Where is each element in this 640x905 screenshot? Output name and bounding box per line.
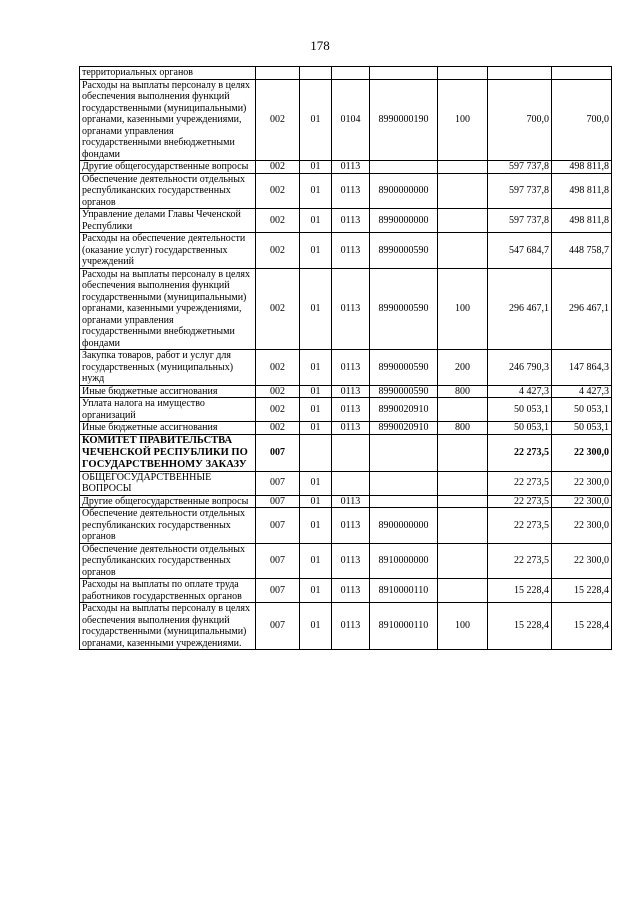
cell-ved: 002 (256, 398, 300, 422)
table-row (80, 603, 612, 650)
cell-ved: 007 (256, 471, 300, 495)
cell-vr: 100 (438, 79, 488, 161)
cell-csr: 8990020910 (370, 422, 438, 435)
cell-pr: 0113 (332, 422, 370, 435)
table-row (80, 579, 612, 603)
cell-rz: 01 (300, 603, 332, 650)
table-row (80, 495, 612, 508)
cell-csr (370, 67, 438, 80)
cell-pr: 0113 (332, 350, 370, 386)
cell-csr (370, 161, 438, 174)
cell-rz: 01 (300, 495, 332, 508)
cell-pr: 0113 (332, 579, 370, 603)
cell-rz: 01 (300, 79, 332, 161)
cell-csr (370, 495, 438, 508)
cell-pr: 0113 (332, 603, 370, 650)
table-row (80, 233, 612, 269)
cell-sum-1: 50 053,1 (488, 398, 552, 422)
cell-pr: 0113 (332, 209, 370, 233)
cell-name: Расходы на выплаты персоналу в целях обеспечения выполнения функций государственными (муниципальными) органами, казенными учреждениями. (80, 603, 256, 650)
cell-sum-1: 15 228,4 (488, 579, 552, 603)
cell-rz: 01 (300, 422, 332, 435)
cell-sum-2: 147 864,3 (552, 350, 612, 386)
cell-sum-2: 22 300,0 (552, 508, 612, 544)
cell-rz: 01 (300, 173, 332, 209)
cell-sum-2: 22 300,0 (552, 495, 612, 508)
table-row (80, 434, 612, 471)
cell-name: территориальных органов (80, 67, 256, 80)
cell-ved: 007 (256, 495, 300, 508)
table-row (80, 385, 612, 398)
cell-pr (332, 434, 370, 471)
cell-pr: 0113 (332, 385, 370, 398)
cell-vr: 800 (438, 422, 488, 435)
cell-sum-2: 15 228,4 (552, 579, 612, 603)
cell-sum-1: 22 273,5 (488, 471, 552, 495)
cell-ved: 002 (256, 79, 300, 161)
cell-vr: 800 (438, 385, 488, 398)
cell-sum-2: 700,0 (552, 79, 612, 161)
cell-rz: 01 (300, 508, 332, 544)
cell-pr: 0113 (332, 508, 370, 544)
cell-sum-1: 50 053,1 (488, 422, 552, 435)
table-row (80, 173, 612, 209)
cell-name: ОБЩЕГОСУДАРСТВЕННЫЕ ВОПРОСЫ (80, 471, 256, 495)
cell-sum-1: 15 228,4 (488, 603, 552, 650)
table-row (80, 508, 612, 544)
cell-vr (438, 471, 488, 495)
cell-name: Иные бюджетные ассигнования (80, 422, 256, 435)
cell-sum-2: 15 228,4 (552, 603, 612, 650)
cell-sum-1: 22 273,5 (488, 508, 552, 544)
cell-sum-1: 547 684,7 (488, 233, 552, 269)
cell-csr: 8990000000 (370, 209, 438, 233)
cell-name: Другие общегосударственные вопросы (80, 495, 256, 508)
cell-ved: 002 (256, 209, 300, 233)
cell-ved: 007 (256, 579, 300, 603)
cell-pr: 0113 (332, 161, 370, 174)
cell-csr: 8990000590 (370, 268, 438, 350)
cell-ved: 002 (256, 268, 300, 350)
cell-rz (300, 67, 332, 80)
cell-pr: 0113 (332, 173, 370, 209)
cell-vr (438, 161, 488, 174)
cell-pr: 0113 (332, 398, 370, 422)
cell-csr: 8900000000 (370, 173, 438, 209)
cell-ved: 002 (256, 422, 300, 435)
cell-vr (438, 495, 488, 508)
cell-vr (438, 173, 488, 209)
cell-sum-1: 4 427,3 (488, 385, 552, 398)
cell-ved: 007 (256, 434, 300, 471)
cell-ved: 002 (256, 350, 300, 386)
table-row (80, 471, 612, 495)
cell-sum-1: 22 273,5 (488, 495, 552, 508)
cell-rz (300, 434, 332, 471)
cell-vr (438, 434, 488, 471)
cell-sum-1 (488, 67, 552, 80)
cell-pr: 0104 (332, 79, 370, 161)
cell-name: Иные бюджетные ассигнования (80, 385, 256, 398)
cell-csr: 8990000590 (370, 233, 438, 269)
cell-rz: 01 (300, 350, 332, 386)
cell-rz: 01 (300, 161, 332, 174)
cell-ved: 007 (256, 508, 300, 544)
table-row (80, 67, 612, 80)
cell-csr (370, 434, 438, 471)
table-row (80, 398, 612, 422)
cell-rz: 01 (300, 209, 332, 233)
cell-pr (332, 471, 370, 495)
cell-vr: 100 (438, 268, 488, 350)
cell-name: Обеспечение деятельности отдельных республиканских государственных органов (80, 173, 256, 209)
cell-ved: 007 (256, 543, 300, 579)
cell-vr (438, 508, 488, 544)
cell-sum-2: 498 811,8 (552, 161, 612, 174)
cell-sum-1: 597 737,8 (488, 173, 552, 209)
cell-vr: 100 (438, 603, 488, 650)
cell-sum-1: 296 467,1 (488, 268, 552, 350)
cell-pr: 0113 (332, 495, 370, 508)
cell-csr: 8990020910 (370, 398, 438, 422)
cell-ved: 002 (256, 161, 300, 174)
cell-sum-2: 4 427,3 (552, 385, 612, 398)
cell-csr: 8990000590 (370, 350, 438, 386)
cell-csr: 8910000000 (370, 543, 438, 579)
cell-sum-2: 498 811,8 (552, 173, 612, 209)
cell-name: Управление делами Главы Чеченской Республики (80, 209, 256, 233)
cell-vr (438, 67, 488, 80)
cell-vr (438, 579, 488, 603)
cell-vr (438, 398, 488, 422)
cell-ved: 002 (256, 233, 300, 269)
page-number: 178 (310, 38, 330, 53)
cell-vr (438, 209, 488, 233)
cell-rz: 01 (300, 543, 332, 579)
cell-rz: 01 (300, 398, 332, 422)
cell-sum-2: 50 053,1 (552, 398, 612, 422)
cell-sum-1: 22 273,5 (488, 434, 552, 471)
cell-csr: 8900000000 (370, 508, 438, 544)
cell-sum-2: 22 300,0 (552, 543, 612, 579)
cell-sum-2: 50 053,1 (552, 422, 612, 435)
cell-sum-2: 22 300,0 (552, 434, 612, 471)
cell-rz: 01 (300, 385, 332, 398)
cell-ved (256, 67, 300, 80)
cell-sum-2 (552, 67, 612, 80)
cell-name: Расходы на обеспечение деятельности (оказание услуг) государственных учреждений (80, 233, 256, 269)
cell-rz: 01 (300, 579, 332, 603)
cell-rz: 01 (300, 268, 332, 350)
table-row (80, 543, 612, 579)
cell-ved: 002 (256, 385, 300, 398)
budget-table (79, 66, 612, 650)
cell-name: Другие общегосударственные вопросы (80, 161, 256, 174)
cell-rz: 01 (300, 233, 332, 269)
cell-sum-1: 597 737,8 (488, 209, 552, 233)
cell-name: Расходы на выплаты персоналу в целях обеспечения выполнения функций государственными (муниципальными) органами, казенными учреждениями, органами управления государственными внебюджетными фондами (80, 79, 256, 161)
cell-csr: 8990000190 (370, 79, 438, 161)
cell-sum-1: 700,0 (488, 79, 552, 161)
cell-sum-1: 246 790,3 (488, 350, 552, 386)
cell-ved: 007 (256, 603, 300, 650)
cell-vr (438, 543, 488, 579)
cell-name: Уплата налога на имущество организаций (80, 398, 256, 422)
cell-pr (332, 67, 370, 80)
cell-csr: 8990000590 (370, 385, 438, 398)
cell-name: Обеспечение деятельности отдельных республиканских государственных органов (80, 543, 256, 579)
cell-vr (438, 233, 488, 269)
cell-sum-2: 448 758,7 (552, 233, 612, 269)
cell-sum-2: 296 467,1 (552, 268, 612, 350)
cell-csr: 8910000110 (370, 579, 438, 603)
cell-rz: 01 (300, 471, 332, 495)
table-row (80, 161, 612, 174)
cell-csr: 8910000110 (370, 603, 438, 650)
cell-name: Расходы на выплаты по оплате труда работников государственных органов (80, 579, 256, 603)
cell-name: КОМИТЕТ ПРАВИТЕЛЬСТВА ЧЕЧЕНСКОЙ РЕСПУБЛИКИ ПО ГОСУДАРСТВЕННОМУ ЗАКАЗУ (80, 434, 256, 471)
table-row (80, 268, 612, 350)
cell-csr (370, 471, 438, 495)
table-row (80, 79, 612, 161)
cell-sum-2: 22 300,0 (552, 471, 612, 495)
table-row (80, 209, 612, 233)
cell-pr: 0113 (332, 233, 370, 269)
cell-name: Расходы на выплаты персоналу в целях обеспечения выполнения функций государственными (муниципальными) органами, казенными учреждениями, органами управления государственными внебюджетными фондами (80, 268, 256, 350)
cell-pr: 0113 (332, 543, 370, 579)
cell-vr: 200 (438, 350, 488, 386)
cell-sum-1: 22 273,5 (488, 543, 552, 579)
cell-name: Обеспечение деятельности отдельных республиканских государственных органов (80, 508, 256, 544)
cell-sum-1: 597 737,8 (488, 161, 552, 174)
cell-ved: 002 (256, 173, 300, 209)
cell-name: Закупка товаров, работ и услуг для государственных (муниципальных) нужд (80, 350, 256, 386)
cell-sum-2: 498 811,8 (552, 209, 612, 233)
table-row (80, 422, 612, 435)
cell-pr: 0113 (332, 268, 370, 350)
table-row (80, 350, 612, 386)
